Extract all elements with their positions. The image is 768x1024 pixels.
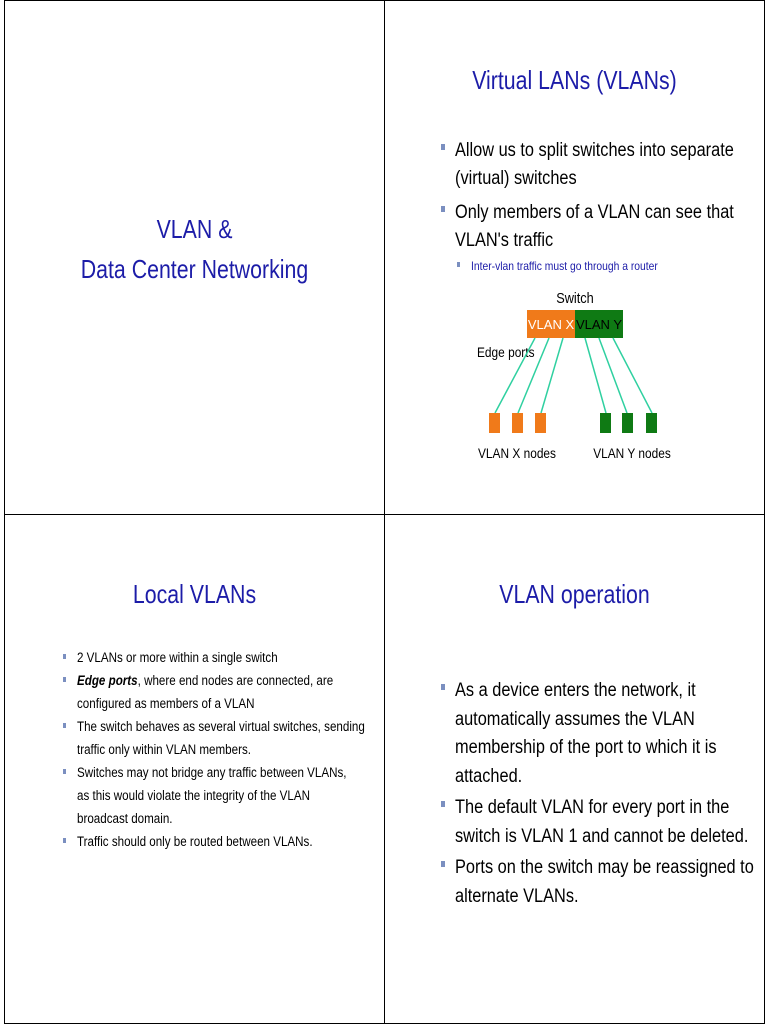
bullet-icon [457,262,460,267]
bullet-text: automatically assumes the VLAN [455,708,695,730]
title-line-2: Data Center Networking [80,254,309,284]
bullet-icon [63,677,66,682]
bullet-text: traffic only within VLAN members. [77,742,252,757]
slide-3-bullets [63,646,363,853]
bullet-icon [441,144,445,150]
vlan-x-label: VLAN X [527,317,575,332]
list-item [457,257,757,275]
list-item [63,715,363,761]
bullet-text: configured as members of a VLAN [77,696,255,711]
bullet-icon [63,654,66,659]
bullet-text: VLAN's traffic [455,230,554,251]
slide-4-bullets [441,677,754,914]
switch-label: Switch [556,288,594,307]
list-item [441,794,749,851]
bullet-icon [63,838,66,843]
bullet-icon [441,206,445,212]
slide-1 [4,0,385,515]
vlan-y-label: VLAN Y [575,317,623,332]
slide-2-sub-bullets [457,257,757,275]
list-item [63,646,363,669]
list-item [63,669,363,715]
bullet-text: alternate VLANs. [455,885,579,907]
bullet-text: The switch behaves as several virtual switches, sending [77,719,365,734]
bullet-text: membership of the port to which it is [455,737,717,758]
bullet-text: Traffic should only be routed between VLANs. [77,834,313,849]
slide-3-title: Local VLANs [132,579,257,609]
list-item [441,677,741,791]
vlan-diagram [385,281,765,481]
vlan-x-node [512,413,523,433]
vlan-y-node [622,413,633,433]
vlan-y-node [600,413,611,433]
bullet-text: , where end nodes are connected, are [137,673,334,688]
slide-4-title: VLAN operation [499,579,650,609]
bullet-text: attached. [455,765,523,787]
vlan-y-nodes-label: VLAN Y nodes [593,445,671,462]
vlan-x-node [489,413,500,433]
slide-1-title [39,209,350,289]
slide-3 [4,514,385,1024]
bullet-text: (virtual) switches [455,168,577,189]
slide-2 [384,0,765,515]
bullet-text: The default VLAN for every port in the [455,797,730,818]
list-item [441,137,761,193]
bullet-text: Switches may not bridge any traffic between VLANs, [77,765,347,780]
list-item [63,761,363,830]
bullet-text: as this would violate the integrity of the VLAN [77,788,310,803]
title-line-1: VLAN & [156,214,233,244]
bullet-icon [441,684,445,690]
slide-4 [384,514,765,1024]
bullet-icon [63,769,66,774]
bullet-icon [441,861,445,867]
bullet-text: switch is VLAN 1 and cannot be deleted. [455,825,749,847]
bullet-icon [63,723,66,728]
vlan-x-node [535,413,546,433]
vlan-y-node [646,413,657,433]
slide-2-bullets [441,137,761,261]
bullet-bold-text: Edge ports [77,673,138,688]
vlan-x-nodes-label: VLAN X nodes [477,445,557,462]
bullet-text: broadcast domain. [77,811,173,826]
edge-ports-label: Edge ports [477,344,535,361]
bullet-text: Allow us to split switches into separate [455,140,734,161]
bullet-icon [441,801,445,807]
bullet-text: 2 VLANs or more within a single switch [77,650,278,665]
list-item [63,830,363,853]
bullet-text: Only members of a VLAN can see that [455,202,734,223]
sub-bullet-text: Inter-vlan traffic must go through a router [471,259,658,273]
bullet-text: Ports on the switch may be reassigned to [455,857,754,878]
list-item [441,854,754,911]
slide-2-title: Virtual LANs (VLANs) [472,65,677,95]
bullet-text: As a device enters the network, it [455,680,696,701]
list-item [441,199,761,255]
